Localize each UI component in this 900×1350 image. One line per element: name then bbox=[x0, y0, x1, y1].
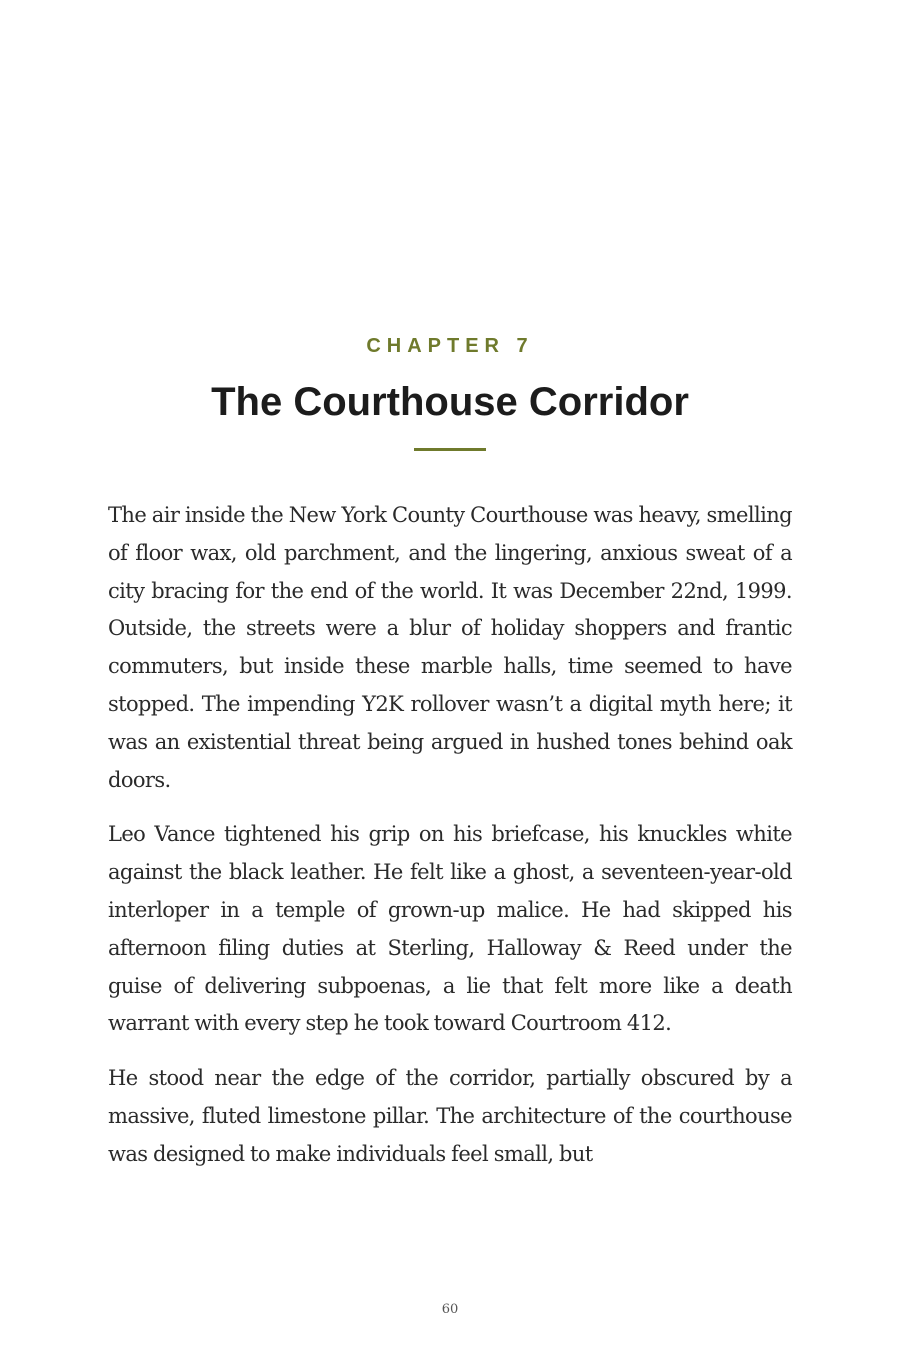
paragraph: The air inside the New York County Courthouse was heavy, smelling of floor wax, old parchment, and the lingering, anxious sweat of a city bracing for the end of the world. It was December 22nd, 1999. Outside, the streets were a blur of holiday shoppers and frantic commuters, but inside these marble halls, time seemed to have stopped. The impending Y2K rollover wasn’t a digital myth here; it was an existential threat being argued in hushed tones behind oak doors. bbox=[108, 503, 792, 792]
paragraph: He stood near the edge of the corridor, partially obscured by a massive, fluted limestone pillar. The architecture of the courthouse was designed to make individuals feel small, but bbox=[108, 1066, 792, 1166]
chapter-title: The Courthouse Corridor bbox=[211, 380, 689, 424]
chapter-body bbox=[108, 497, 792, 1191]
title-divider bbox=[414, 448, 486, 451]
chapter-label: CHAPTER 7 bbox=[366, 335, 534, 357]
page-number: 60 bbox=[441, 1302, 459, 1317]
paragraph: Leo Vance tightened his grip on his briefcase, his knuckles white against the black leather. He felt like a ghost, a seventeen-year-old interloper in a temple of grown-up malice. He had skipped his afternoon filing duties at Sterling, Halloway & Reed under the guise of delivering subpoenas, a lie that felt more like a death warrant with every step he took toward Courtroom 412. bbox=[108, 822, 792, 1036]
